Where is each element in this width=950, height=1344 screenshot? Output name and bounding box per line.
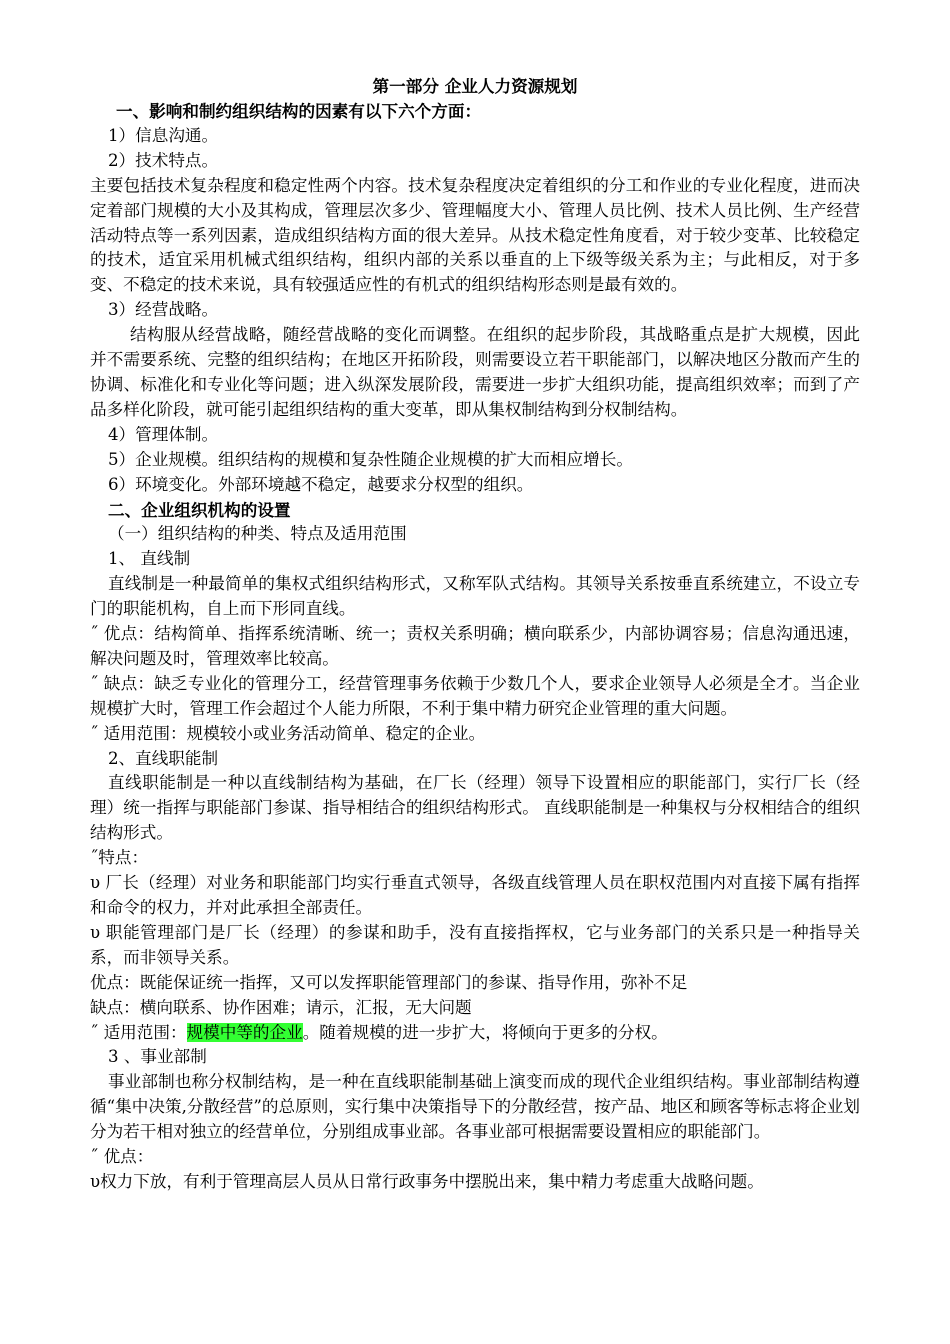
highlighted-text: 规模中等的企业	[186, 1022, 303, 1042]
list-item: 6）环境变化。外部环境越不稳定，越要求分权型的组织。	[108, 474, 534, 494]
paragraph: ˝ 优点：结构简单、指挥系统清晰、统一；责权关系明确；横向联系少，内部协调容易；信息沟通迅速，解决问题及时，管理效率比较高。	[90, 624, 860, 668]
paragraph: 事业部制也称分权制结构，是一种在直线职能制基础上演变而成的现代企业组织结构。事业部制结构遵循“集中决策,分散经营”的总原则，实行集中决策指导下的分散经营，按产品、地区和顾客等标志将企业划分为若干相对独立的经营单位，分别组成事业部。各事业部可根据需要设置相应的职能部门。	[90, 1072, 860, 1142]
scope-rest: 。随着规模的进一步扩大，将倾向于更多的分权。	[302, 1022, 668, 1042]
structure-title-2: 2、直线职能制	[108, 748, 219, 768]
section-heading-2: 二、企业组织机构的设置	[108, 499, 291, 520]
paragraph: 缺点：横向联系、协作困难；请示，汇报，无大问题	[90, 997, 472, 1017]
paragraph: ˝ 缺点：缺乏专业化的管理分工，经营管理事务依赖于少数几个人，要求企业领导人必须是全才。当企业规模扩大时，管理工作会超过个人能力所限，不利于集中精力研究企业管理的重大问题。	[90, 673, 860, 718]
paragraph: υ 职能管理部门是厂长（经理）的参谋和助手，没有直接指挥权，它与业务部门的关系只是一种指导关系，而非领导关系。	[90, 922, 860, 967]
list-item: 2）技术特点。	[108, 150, 219, 170]
paragraph-strategy: 结构服从经营战略，随经营战略的变化而调整。在组织的起步阶段，其战略重点是扩大规模，因此并不需要系统、完整的组织结构；在地区开拓阶段，则需要设立若干职能部门，以解决地区分散而产生的协调、标准化和专业化等问题；进入纵深发展阶段，需要进一步扩大组织功能，提高组织效率；而到了产品多样化阶段，就可能引起组织结构的重大变革，即从集权制结构到分权制结构。	[90, 325, 860, 419]
list-item: 4）管理体制。	[108, 424, 219, 444]
paragraph: ˝特点：	[90, 848, 149, 868]
paragraph-tech: 主要包括技术复杂程度和稳定性两个内容。技术复杂程度决定着组织的分工和作业的专业化程度，进而决定着部门规模的大小及其构成，管理层次多少、管理幅度大小、管理人员比例、技术人员比例、生产经营活动特点等一系列因素，造成组织结构方面的很大差异。从技术稳定性角度看，对于较少变革、比较稳定的技术，适宜采用机械式组织结构，组织内部的关系以垂直的上下级等级关系为主；与此相反，对于多变、不稳定的技术来说，具有较强适应性的有机式的组织结构形态则是最有效的。	[90, 175, 860, 295]
structure-title-1: 1、 直线制	[108, 549, 191, 569]
list-item: 3）经营战略。	[108, 300, 219, 320]
paragraph: υ权力下放，有利于管理高层人员从日常行政事务中摆脱出来，集中精力考虑重大战略问题。	[90, 1171, 764, 1191]
scope-paragraph	[90, 1021, 860, 1046]
paragraph: 直线制是一种最简单的集权式组织结构形式，又称军队式结构。其领导关系按垂直系统建立，不设立专门的职能机构，自上而下形同直线。	[90, 574, 860, 619]
list-item: 1）信息沟通。	[108, 125, 219, 145]
paragraph: 直线职能制是一种以直线制结构为基础，在厂长（经理）领导下设置相应的职能部门，实行厂长（经理）统一指挥与职能部门参谋、指导相结合的组织结构形式。 直线职能制是一种集权与分权相结合的组织结构形式。	[90, 773, 860, 843]
structure-title-3: 3 、事业部制	[108, 1047, 207, 1067]
subsection-heading: （一）组织结构的种类、特点及适用范围	[108, 524, 407, 544]
list-item: 5）企业规模。组织结构的规模和复杂性随企业规模的扩大而相应增长。	[108, 449, 633, 469]
document-page	[90, 74, 860, 1195]
section-heading-1: 一、影响和制约组织结构的因素有以下六个方面：	[116, 101, 482, 121]
scope-label: ˝ 适用范围：	[90, 1022, 187, 1042]
doc-title: 第一部分 企业人力资源规划	[372, 76, 578, 96]
paragraph: 优点：既能保证统一指挥，又可以发挥职能管理部门的参谋、指导作用，弥补不足	[90, 972, 688, 992]
paragraph: ˝ 适用范围：规模较小或业务活动简单、稳定的企业。	[90, 723, 486, 743]
paragraph: ˝ 优点：	[90, 1147, 154, 1167]
paragraph: υ 厂长（经理）对业务和职能部门均实行垂直式领导，各级直线管理人员在职权范围内对直接下属有指挥和命令的权力，并对此承担全部责任。	[90, 873, 860, 917]
